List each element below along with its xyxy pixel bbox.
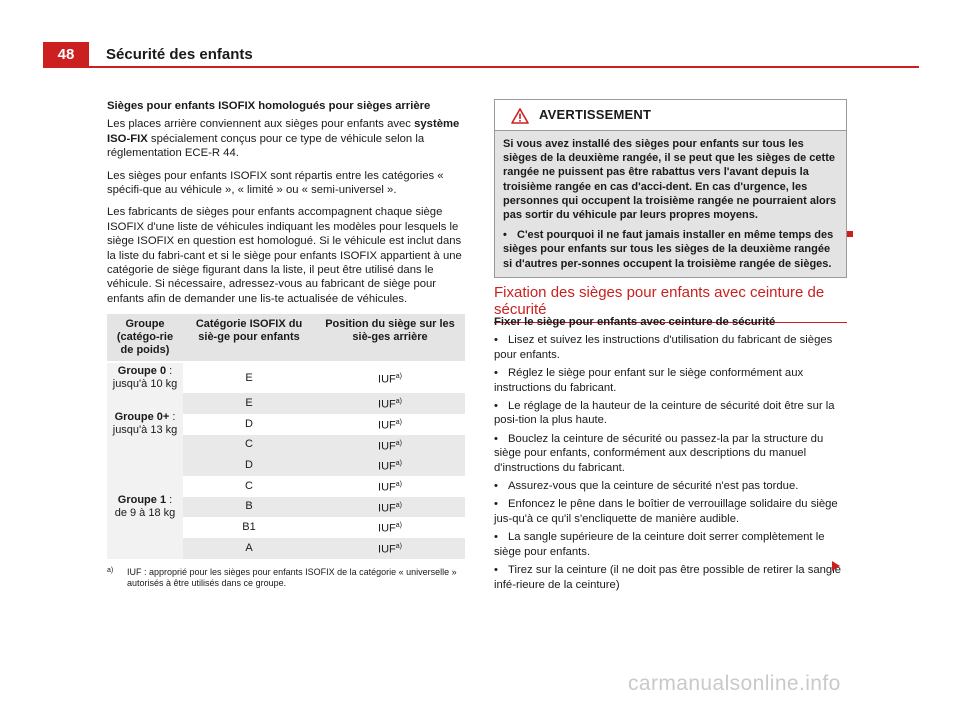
footnote-ref: a) — [395, 542, 402, 550]
footnote-ref: a) — [395, 418, 402, 426]
bullet-dot: • — [494, 367, 498, 380]
warning-body — [495, 131, 846, 277]
group-weight-range: jusqu'à 13 kg — [112, 424, 178, 437]
position-cell — [315, 435, 465, 456]
category-cell: A — [183, 538, 315, 559]
bullet-dot: • — [503, 229, 507, 242]
chapter-title: Sécurité des enfants — [106, 46, 253, 63]
position-value: IUF — [378, 419, 396, 432]
position-value: IUF — [378, 502, 396, 515]
list-item — [494, 399, 847, 428]
footnote-mark: a) — [107, 566, 114, 574]
table-footnote — [107, 567, 465, 589]
list-item — [494, 497, 847, 526]
group-name: Groupe 0 — [117, 365, 167, 378]
footnote-ref: a) — [395, 480, 402, 488]
col-header-category: Catégorie ISOFIX du siè-ge pour enfants — [183, 314, 315, 362]
position-value: IUF — [378, 522, 396, 535]
table-row — [107, 455, 465, 476]
position-cell — [315, 414, 465, 435]
p1-text: Les places arrière conviennent aux sièges pour enfants avec — [107, 118, 415, 131]
position-value: IUF — [378, 398, 396, 411]
isofix-table — [107, 314, 465, 558]
footnote-ref: a) — [395, 439, 402, 447]
category-cell: B — [183, 497, 315, 518]
position-cell — [315, 538, 465, 559]
table-header-row — [107, 314, 465, 362]
category-cell: D — [183, 455, 315, 476]
footnote-ref: a) — [395, 460, 402, 468]
position-value: IUF — [378, 440, 396, 453]
list-item — [494, 479, 847, 493]
group-cell: Groupe 1 : de 9 à 18 kg — [107, 455, 183, 558]
list-item-text: Réglez le siège pour enfant sur le siège conformément aux instructions du fabricant. — [494, 367, 804, 394]
watermark: carmanualsonline.info — [628, 672, 841, 695]
isofix-paragraph-3: Les fabricants de sièges pour enfants accompagnent chaque siège ISOFIX d'une liste de véhicules indiquant les modèles pour lesquels le siège ISOFIX en question est homologué. Si le véhicule est inclut dans la liste du fabri-cant et si le siège pour enfants ISOFIX appartient à une catégorie de siège figurant dans la liste, il peut être utilisé dans le véhicule. Si nécessaire, adressez-vous au fabricant de siège pour enfants afin de demander une lis-te actualisée de véhicules. — [107, 206, 462, 305]
bullet-dot: • — [494, 498, 498, 511]
belt-subheading: Fixer le siège pour enfants avec ceinture de sécurité — [494, 316, 776, 328]
bullet-dot: • — [494, 531, 498, 544]
group-name: Groupe 1 — [117, 493, 167, 506]
right-column — [494, 99, 847, 278]
footnote-ref: a) — [395, 372, 402, 380]
list-item-text: Le réglage de la hauteur de la ceinture de sécurité doit être sur la posi-tion la plus haute. — [494, 400, 835, 427]
category-cell: C — [245, 479, 253, 492]
left-column — [107, 99, 465, 589]
page-header — [43, 42, 919, 68]
isofix-heading: Sièges pour enfants ISOFIX homologués pour sièges arrière — [107, 100, 431, 112]
list-item-text: Tirez sur la ceinture (il ne doit pas être possible de retirer la sangle infé-rieure de la ceinture) — [494, 564, 841, 591]
list-item — [494, 530, 847, 559]
list-item — [494, 563, 847, 592]
group-cell: Groupe 0 : jusqu'à 10 kg — [107, 362, 183, 393]
page-number: 48 — [43, 42, 89, 68]
bullet-dot: • — [494, 400, 498, 413]
section-end-marker — [847, 231, 853, 237]
position-cell — [315, 476, 465, 497]
footnote-ref: a) — [395, 522, 402, 530]
table-row — [107, 393, 465, 414]
warning-header — [495, 100, 846, 131]
list-item-text: La sangle supérieure de la ceinture doit serrer complètement le siège pour enfants. — [494, 531, 825, 558]
category-cell: E — [183, 393, 315, 414]
table-row — [107, 362, 465, 393]
footnote-text: IUF : approprié pour les sièges pour enfants ISOFIX de la catégorie « universelle » autorisés à être utilisés dans ce groupe. — [127, 566, 457, 588]
footnote-ref: a) — [395, 501, 402, 509]
col-header-group: Groupe (catégo-rie de poids) — [107, 314, 183, 362]
position-value: IUF — [378, 481, 396, 494]
bullet-dot: • — [494, 480, 498, 493]
warning-box — [494, 99, 847, 278]
list-item-text: Enfoncez le pêne dans le boîtier de verrouillage solidaire du siège jus-qu'à ce qu'il s'encliquette de manière audible. — [494, 498, 838, 525]
position-value: IUF — [378, 543, 396, 556]
position-cell — [315, 362, 465, 393]
instruction-list — [494, 333, 847, 592]
section-title: Fixation des sièges pour enfants avec ceinture de sécurité — [494, 284, 847, 323]
list-item — [494, 432, 847, 475]
position-value: IUF — [378, 373, 396, 386]
isofix-paragraph-1 — [107, 117, 465, 160]
position-value: IUF — [378, 460, 396, 473]
category-cell: B1 — [242, 521, 256, 534]
list-item-text: Lisez et suivez les instructions d'utilisation du fabricant de sièges pour enfants. — [494, 334, 833, 361]
bullet-dot: • — [494, 334, 498, 347]
position-cell — [315, 393, 465, 414]
continue-arrow-icon — [832, 561, 840, 571]
list-item — [494, 366, 847, 395]
belt-fixing-block — [494, 315, 847, 596]
warning-paragraph: Si vous avez installé des sièges pour enfants sur tous les sièges de la deuxième rangée, il se peut que les sièges de cette rangée ne puissent pas être rabattus vers l'avant depuis la troisième rangée en cas d'acci-dent. En cas d'urgence, les personnes qui occupent la troisième rangée ne pourraient alors pas sortir du véhicule par leurs propres moyens. — [503, 138, 837, 222]
category-cell: E — [245, 371, 253, 384]
warning-bullet-text: C'est pourquoi il ne faut jamais installer en même temps des sièges pour enfants sur tous les sièges de la deuxième rangée si d'autres per-sonnes occupent la troisième rangée de sièges. — [503, 229, 834, 270]
isofix-paragraph-2: Les sièges pour enfants ISOFIX sont répartis entre les catégories « spécifi-que au véhicule », « limité » ou « semi-universel ». — [107, 169, 444, 197]
warning-triangle-icon — [511, 108, 529, 124]
col-header-position: Position du siège sur les siè-ges arrière — [315, 314, 465, 362]
warning-bullet-item — [503, 228, 838, 271]
table-body — [107, 362, 465, 558]
list-item — [494, 333, 847, 362]
position-cell — [315, 517, 465, 538]
bullet-dot: • — [494, 432, 498, 445]
p1-text-end: spécialement conçus pour ce type de véhicule selon la réglementation ECE-R 44. — [107, 132, 425, 160]
footnote-ref: a) — [395, 398, 402, 406]
list-item-text: Assurez-vous que la ceinture de sécurité n'est pas tordue. — [508, 480, 799, 493]
position-cell — [315, 455, 465, 476]
group-cell: Groupe 0+ : jusqu'à 13 kg — [107, 393, 183, 455]
position-cell — [315, 497, 465, 518]
group-weight-range: jusqu'à 10 kg — [112, 378, 178, 391]
bullet-dot: • — [494, 564, 498, 577]
list-item-text: Bouclez la ceinture de sécurité ou passez-la par la structure du siège pour enfants, conformément aux descriptions du manuel d'instructions du fabricant. — [494, 432, 824, 474]
category-cell: D — [245, 417, 253, 430]
category-cell: C — [183, 435, 315, 456]
group-weight-range: de 9 à 18 kg — [114, 506, 176, 519]
p1-bold-text: système ISO-FIX — [107, 118, 460, 145]
group-name: Groupe 0+ — [114, 411, 170, 424]
warning-title: AVERTISSEMENT — [539, 107, 652, 122]
